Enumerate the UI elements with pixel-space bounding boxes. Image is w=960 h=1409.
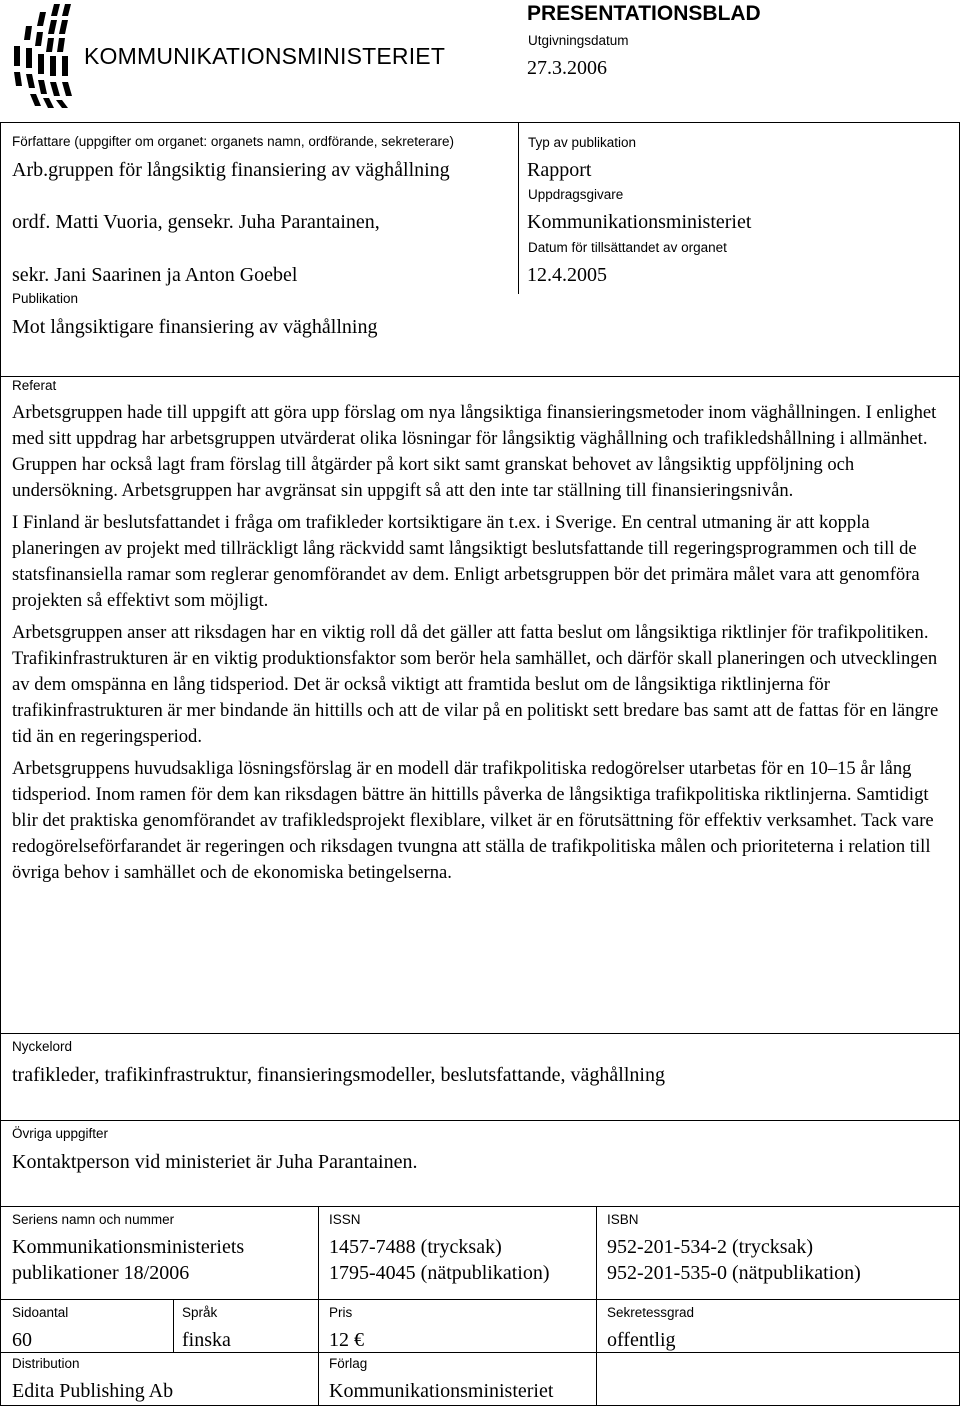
divider-top	[0, 122, 960, 123]
divider-col-isbn	[596, 1206, 597, 1406]
language-label: Språk	[182, 1305, 218, 1320]
divider-col-language	[173, 1299, 174, 1352]
issn-label: ISSN	[329, 1212, 361, 1227]
authors-line-2: ordf. Matti Vuoria, gensekr. Juha Parantainen,	[12, 211, 380, 233]
pub-type-value: Rapport	[527, 159, 592, 181]
issn-line-1: 1457-7488 (trycksak)	[329, 1236, 502, 1258]
keywords-label: Nyckelord	[12, 1039, 73, 1054]
divider-bottom	[0, 1405, 960, 1406]
publisher-value: Kommunikationsministeriet	[329, 1380, 554, 1402]
classification-label: Sekretessgrad	[607, 1305, 695, 1320]
abstract-label: Referat	[12, 378, 57, 393]
publish-date-value: 27.3.2006	[527, 57, 607, 79]
divider-header-column	[518, 122, 519, 294]
isbn-line-2: 952-201-535-0 (nätpublikation)	[607, 1262, 861, 1284]
price-value: 12 €	[329, 1329, 364, 1351]
appointed-date-label: Datum för tillsättandet av organet	[528, 240, 727, 255]
divider-col-issn	[318, 1206, 319, 1406]
divider-pages-top	[0, 1299, 960, 1300]
abstract-paragraph-2: I Finland är beslutsfattandet i fråga om trafikleder kortsiktigare än t.ex. i Sverige. En central utmaning är att koppla planeringen av projekt med tillräckligt lång räckvidd samt långsiktigt beslutsfattande till regeringsprogrammen och till de statsfinansiella ramar som reglerar genomförandet av dem. Enligt arbetsgruppen bör det primära målet vara att genomföra projekten så effektivt som möjligt.	[12, 512, 920, 611]
publisher-label: Förlag	[329, 1356, 368, 1371]
abstract-paragraph-4: Arbetsgruppens huvudsakliga lösningsförslag är en modell där trafikpolitiska redogörelser utarbetas för en 10–15 år lång tidsperiod. Inom ramen för dem kan riksdagen bättre än hittills påverka de långsiktiga trafikpolitiska riktlinjerna. Samtidigt blir det praktiska genomförandet av trafikledsprojekt flexiblare, vilket är en förutsättning för effektiv verksamhet. Tack vare redogörelseförfarandet är regeringen och riksdagen tvungna att ställa de trafikpolitiska målen och prioriteterna i relation till övriga behov i samhället och de ekonomiska betingelserna.	[12, 758, 934, 883]
pages-label: Sidoantal	[12, 1305, 69, 1320]
classification-value: offentlig	[607, 1329, 676, 1351]
divider-abstract-top	[0, 376, 960, 377]
publication-label: Publikation	[12, 291, 79, 306]
price-label: Pris	[329, 1305, 353, 1320]
ministry-logo	[10, 2, 82, 110]
distribution-value: Edita Publishing Ab	[12, 1380, 174, 1402]
authors-line-3: sekr. Jani Saarinen ja Anton Goebel	[12, 264, 298, 286]
abstract-paragraph-3: Arbetsgruppen anser att riksdagen har en viktig roll då det gäller att fatta beslut om långsiktiga riktlinjer för trafikpolitiken. Trafikinfrastrukturen är en viktig produktionsfaktor som berör hela samhället, och därför skall planeringen och utvecklingen av dem omspänna en lång tidsperiod. Det är också viktigt att framtida beslut om de långsiktiga riktlinjerna för trafikinfrastrukturen är mer bindande än hittills och att de vilar på en politiskt sett bredare bas samt att de fattas för en längre tid än en regeringsperiod.	[12, 622, 939, 747]
divider-series-top	[0, 1206, 960, 1207]
abstract-paragraph-1: Arbetsgruppen hade till uppgift att göra upp förslag om nya långsiktiga finansieringsmetoder inom väghållningen. I enlighet med sitt uppdrag har arbetsgruppen utvärderat olika lösningar för långsiktig väghållning och trafikledshållning i allmänhet. Gruppen har också lagt fram förslag till åtgärder på kort sikt samt granskat behovet av långsiktig uppföljning och undersökning. Arbetsgruppen har avgränsat sin uppgift så att den inte tar ställning till finansieringsnivån.	[12, 402, 937, 501]
pages-value: 60	[12, 1329, 32, 1351]
commissioner-label: Uppdragsgivare	[528, 187, 624, 202]
authors-line-1: Arb.gruppen för långsiktig finansiering av väghållning	[12, 159, 450, 181]
publication-title: Mot långsiktigare finansiering av väghållning	[12, 316, 378, 338]
series-line-1: Kommunikationsministeriets	[12, 1236, 245, 1258]
org-name: KOMMUNIKATIONSMINISTERIET	[84, 43, 446, 69]
pub-type-label: Typ av publikation	[528, 135, 637, 150]
series-label: Seriens namn och nummer	[12, 1212, 175, 1227]
divider-other-top	[0, 1120, 960, 1121]
divider-left	[0, 122, 1, 1406]
divider-distribution-top	[0, 1352, 960, 1353]
ministry-emblem-icon	[10, 2, 82, 110]
keywords-value: trafikleder, trafikinfrastruktur, finansieringsmodeller, beslutsfattande, väghållning	[12, 1064, 665, 1086]
appointed-date-value: 12.4.2005	[527, 264, 607, 286]
other-info-value: Kontaktperson vid ministeriet är Juha Parantainen.	[12, 1151, 418, 1173]
series-line-2: publikationer 18/2006	[12, 1262, 190, 1284]
divider-keywords-top	[0, 1033, 960, 1034]
distribution-label: Distribution	[12, 1356, 80, 1371]
isbn-line-1: 952-201-534-2 (trycksak)	[607, 1236, 814, 1258]
commissioner-value: Kommunikationsministeriet	[527, 211, 752, 233]
issn-line-2: 1795-4045 (nätpublikation)	[329, 1262, 550, 1284]
doc-type-title: PRESENTATIONSBLAD	[527, 2, 761, 25]
authors-label: Författare (uppgifter om organet: organets namn, ordförande, sekreterare)	[12, 134, 454, 149]
abstract-body	[12, 400, 947, 886]
other-info-label: Övriga uppgifter	[12, 1126, 109, 1141]
isbn-label: ISBN	[607, 1212, 639, 1227]
publish-date-label: Utgivningsdatum	[528, 33, 629, 48]
language-value: finska	[182, 1329, 231, 1351]
